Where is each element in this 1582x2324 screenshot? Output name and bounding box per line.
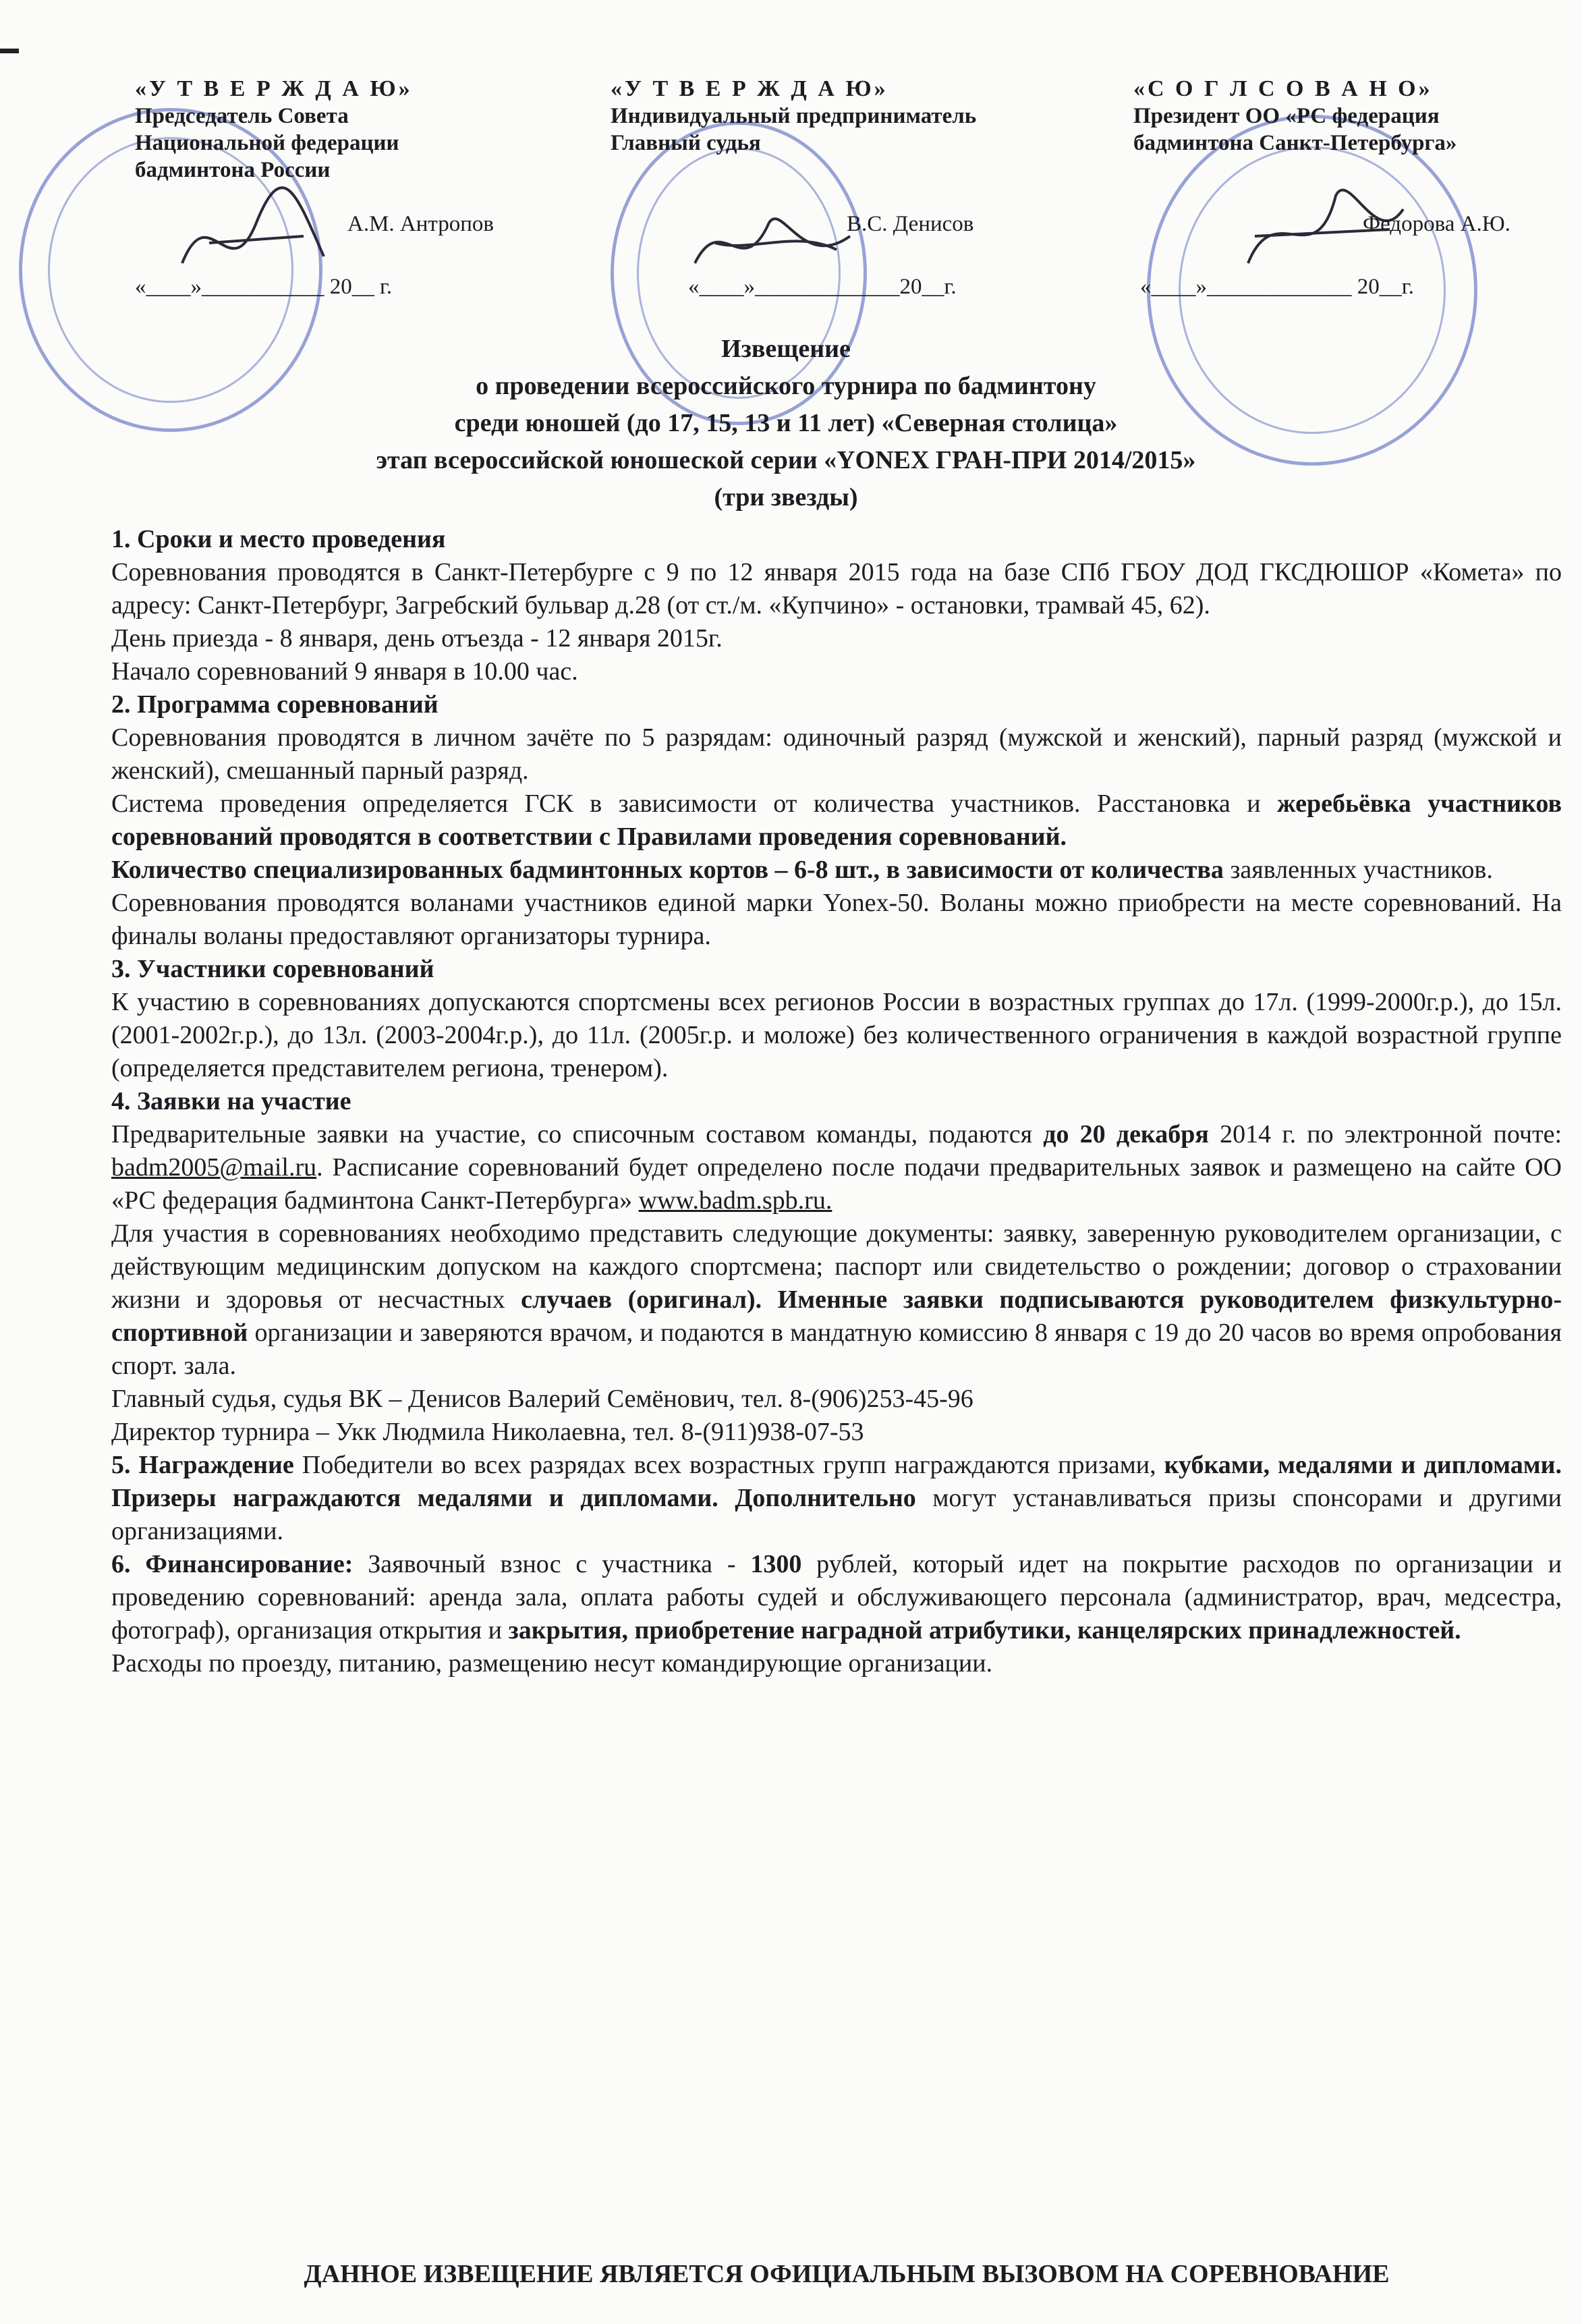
approval-heading: «У Т В Е Р Ж Д А Ю» bbox=[611, 76, 888, 101]
section-4-paragraph-entries bbox=[111, 1118, 1562, 1217]
document-title: Извещение bbox=[721, 335, 851, 363]
section-2-paragraph-courts bbox=[111, 854, 1562, 887]
approval-signer-middle: В.С. Денисов bbox=[847, 212, 974, 236]
approval-position: Индивидуальный предприниматель bbox=[611, 104, 977, 128]
section-3-paragraph-eligibility: К участию в соревнованиях допускаются спортсмены всех регионов России в возрастных группах до 17л. (1999-2000г.р.), до 15л. (2001-2002г.р.), до 13л. (2003-2004г.р.), до 11л. (2005г.р. и моложе) без количественного ограничения в каждой возрастной группе (определяется представителем региона, тренером). bbox=[111, 988, 1562, 1082]
approval-organization: бадминтона Санкт-Петербурга» bbox=[1133, 131, 1457, 155]
approval-block-right bbox=[1133, 76, 1572, 157]
approval-role: Главный судья bbox=[611, 131, 761, 155]
section-6-text-2: рублей, который идет на покрытие расходов по организации и проведению соревнований: аренда зала, оплата работы судей и обслуживающего персонала (администратор, врач, медсестра, фотограф), организация открытия и bbox=[111, 1550, 1562, 1644]
section-5-text: Победители во всех разрядах всех возрастных групп награждаются призами, bbox=[293, 1451, 1164, 1479]
section-5-text-2: могут устанавливаться призы спонсорами и другими организациями. bbox=[111, 1484, 1562, 1545]
section-4-entries-text: Предварительные заявки на участие, со списочным составом команды, подаются bbox=[111, 1120, 1044, 1149]
section-5-paragraph bbox=[111, 1449, 1562, 1548]
section-4-entries-text-2: 2014 г. по электронной почте: bbox=[1208, 1120, 1562, 1149]
section-4-documents-text: Для участия в соревнованиях необходимо представить следующие документы: заявку, заверенную руководителем организации, с действующим медицинским допуском на каждого спортсмена; паспорт или свидетельство о рождении; договор о страховании жизни и здоровья от несчастных bbox=[111, 1219, 1562, 1314]
section-6-travel-expenses: Расходы по проезду, питанию, размещению несут командирующие организации. bbox=[111, 1649, 993, 1678]
document-subtitle-2: среди юношей (до 17, 15, 13 и 11 лет) «Северная столица» bbox=[454, 409, 1118, 437]
approval-block-middle bbox=[611, 76, 1096, 157]
approval-block-left bbox=[135, 76, 567, 184]
section-6-paragraph bbox=[111, 1548, 1562, 1647]
section-2-system-text: Система проведения определяется ГСК в зависимости от количества участников. Расстановка и bbox=[111, 790, 1278, 818]
section-1-paragraph-venue: Соревнования проводятся в Санкт-Петербурге с 9 по 12 января 2015 года на базе СПб ГБОУ ДОД ГКСДЮШОР «Комета» по адресу: Санкт-Петербург, Загребский бульвар д.28 (от ст./м. «Купчино» - остановки, трамвай 45, 62). bbox=[111, 558, 1562, 619]
approval-signer-left: А.М. Антропов bbox=[347, 212, 494, 236]
section-heading-2: 2. Программа соревнований bbox=[111, 690, 439, 719]
approval-organization: Национальной федерации bbox=[135, 131, 399, 155]
section-6-bold: закрытия, приобретение наградной атрибутики, канцелярских принадлежностей. bbox=[508, 1616, 1461, 1644]
section-4-chief-referee: Главный судья, судья ВК – Денисов Валерий Семёнович, тел. 8-(906)253-45-96 bbox=[111, 1385, 973, 1413]
section-2-paragraph-shuttles: Соревнования проводятся воланами участников единой марки Yonex-50. Воланы можно приобрести на месте соревнований. На финалы воланы предоставляют организаторы турнира. bbox=[111, 889, 1562, 950]
approval-position: Президент ОО «РС федерация bbox=[1133, 104, 1440, 128]
section-6-text: Заявочный взнос с участника - bbox=[353, 1550, 751, 1578]
section-1-paragraph-arrival: День приезда - 8 января, день отъезда - 12 января 2015г. bbox=[111, 624, 723, 653]
approval-signer-right: Федорова А.Ю. bbox=[1363, 212, 1510, 236]
section-4-entries-text-3: . Расписание соревнований будет определено после подачи предварительных заявок и размещено на сайте ОО «РС федерация бадминтона Санкт-Петербурга» bbox=[111, 1153, 1562, 1215]
section-4-tournament-director: Директор турнира – Укк Людмила Николаевна, тел. 8-(911)938-07-53 bbox=[111, 1418, 864, 1446]
section-heading-1: 1. Сроки и место проведения bbox=[111, 525, 446, 553]
section-heading-4: 4. Заявки на участие bbox=[111, 1087, 351, 1115]
section-6-fee: 1300 bbox=[750, 1550, 802, 1578]
section-heading-5: 5. Награждение bbox=[111, 1451, 294, 1479]
section-4-paragraph-documents bbox=[111, 1217, 1562, 1383]
official-invitation-footer: ДАННОЕ ИЗВЕЩЕНИЕ ЯВЛЯЕТСЯ ОФИЦИАЛЬНЫМ ВЫЗОВОМ НА СОРЕВНОВАНИЕ bbox=[304, 2260, 1390, 2288]
document-body bbox=[111, 523, 1562, 1680]
approval-heading: «У Т В Е Р Ж Д А Ю» bbox=[135, 76, 413, 101]
approval-date-right: «____»_____________ 20__г. bbox=[1140, 275, 1414, 299]
approval-position: Председатель Совета bbox=[135, 104, 349, 128]
section-heading-6: 6. Финансирование: bbox=[111, 1550, 354, 1578]
section-5-bold: кубками, медалями и дипломами. Призеры награждаются медалями и дипломами. Дополнительно bbox=[111, 1451, 1562, 1512]
section-4-deadline: до 20 декабря bbox=[1043, 1120, 1209, 1149]
section-4-documents-bold: случаев (оригинал). Именные заявки подписываются руководителем физкультурно-спортивной bbox=[111, 1285, 1562, 1347]
document-subtitle-4: (три звезды) bbox=[714, 483, 858, 511]
scan-edge-mark bbox=[0, 49, 19, 53]
section-2-system-bold: жеребьёвка участников соревнований проводятся в соответствии с Правилами проведения соревнований. bbox=[111, 790, 1562, 851]
section-2-paragraph-system bbox=[111, 787, 1562, 854]
section-1-paragraph-start: Начало соревнований 9 января в 10.00 час. bbox=[111, 657, 578, 686]
document-subtitle-1: о проведении всероссийского турнира по бадминтону bbox=[476, 372, 1096, 400]
section-heading-3: 3. Участники соревнований bbox=[111, 955, 434, 983]
approval-heading: «С О Г Л С О В А Н О» bbox=[1133, 76, 1433, 101]
approval-organization-2: бадминтона России bbox=[135, 158, 331, 182]
document-subtitle-3: этап всероссийской юношеской серии «YONEX ГРАН-ПРИ 2014/2015» bbox=[376, 446, 1196, 474]
website-link[interactable]: www.badm.spb.ru. bbox=[638, 1186, 832, 1215]
approval-date-middle: «____»_____________20__г. bbox=[688, 275, 957, 299]
section-2-paragraph-events: Соревнования проводятся в личном зачёте по 5 разрядам: одиночный разряд (мужской и женский), парный разряд (мужской и женский), смешанный парный разряд. bbox=[111, 723, 1562, 785]
section-2-courts-bold: Количество специализированных бадминтонных кортов – 6-8 шт., в зависимости от количества bbox=[111, 856, 1224, 884]
section-2-courts-text: заявленных участников. bbox=[1223, 856, 1493, 884]
approval-date-left: «____»___________ 20__ г. bbox=[135, 275, 393, 299]
section-4-documents-text-2: организации и заверяются врачом, и подаются в мандатную комиссию 8 января с 19 до 20 часов во время опробования спорт. зала. bbox=[111, 1319, 1562, 1380]
email-link[interactable]: badm2005@mail.ru bbox=[111, 1153, 317, 1182]
